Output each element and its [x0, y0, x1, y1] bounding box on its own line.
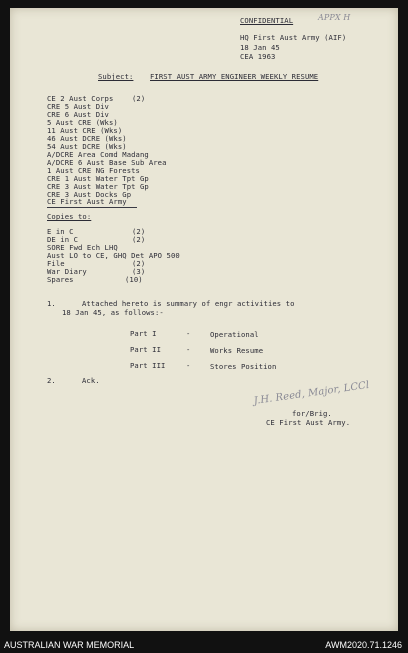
list-item: Aust LO to CE, GHQ Det APO 500 — [47, 251, 180, 260]
signature-unit: CE First Aust Army. — [266, 418, 351, 427]
part-label: Part I — [130, 329, 157, 338]
date-line: 18 Jan 45 — [240, 43, 280, 52]
copies-label: Copies to: — [47, 212, 92, 221]
list-item: CE First Aust Army — [47, 197, 127, 206]
list-item: File — [47, 259, 65, 268]
part-separator: - — [186, 345, 191, 354]
list-item-qty: (2) — [132, 227, 146, 236]
part-label: Part II — [130, 345, 161, 354]
paragraph-number: 2. — [47, 376, 56, 385]
handwritten-annotation: APPX H — [318, 13, 351, 22]
reference-line: CEA 1963 — [240, 52, 276, 61]
list-item: SORE Fwd Ech LHQ — [47, 243, 118, 252]
list-item: A/DCRE 6 Aust Base Sub Area — [47, 158, 167, 167]
list-item: CE 2 Aust Corps — [47, 94, 114, 103]
footer-institution: AUSTRALIAN WAR MEMORIAL — [4, 640, 135, 650]
list-item-qty: (2) — [132, 259, 146, 268]
list-item: 54 Aust DCRE (Wks) — [47, 142, 127, 151]
part-separator: - — [186, 361, 191, 370]
part-description: Stores Position — [210, 362, 277, 371]
origin-line: HQ First Aust Army (AIF) — [240, 33, 347, 42]
list-item: 5 Aust CRE (Wks) — [47, 118, 118, 127]
list-item-qty: (2) — [132, 94, 146, 103]
list-item: CRE 3 Aust Docks Gp — [47, 190, 132, 199]
paragraph-text: Attached hereto is summary of engr activities to — [82, 299, 295, 308]
handwritten-signature: J.H. Reed, Major, LCCl — [253, 379, 370, 407]
subject-title: FIRST AUST ARMY ENGINEER WEEKLY RESUME — [150, 72, 319, 81]
list-item: DE in C — [47, 235, 78, 244]
distribution-underline — [47, 207, 137, 208]
paragraph-number: 1. — [47, 299, 56, 308]
list-item-qty: (10) — [125, 275, 143, 284]
list-item: 46 Aust DCRE (Wks) — [47, 134, 127, 143]
list-item-qty: (3) — [132, 267, 146, 276]
paragraph-text: 18 Jan 45, as follows:- — [62, 308, 164, 317]
part-separator: - — [186, 329, 191, 338]
list-item: 1 Aust CRE NG Forests — [47, 166, 140, 175]
list-item: E in C — [47, 227, 74, 236]
classification-heading: CONFIDENTIAL — [240, 16, 294, 25]
list-item: CRE 3 Aust Water Tpt Gp — [47, 182, 149, 191]
subject-label: Subject: — [98, 72, 134, 81]
part-label: Part III — [130, 361, 166, 370]
footer-bar — [0, 636, 408, 653]
part-description: Operational — [210, 330, 259, 339]
list-item: War Diary — [47, 267, 87, 276]
paragraph-text: Ack. — [82, 376, 100, 385]
list-item: 11 Aust CRE (Wks) — [47, 126, 123, 135]
list-item: Spares — [47, 275, 74, 284]
part-description: Works Resume — [210, 346, 264, 355]
list-item: A/DCRE Area Comd Madang — [47, 150, 149, 159]
list-item: CRE 6 Aust Div — [47, 110, 109, 119]
list-item: CRE 1 Aust Water Tpt Gp — [47, 174, 149, 183]
footer-accession-number: AWM2020.71.1246 — [325, 640, 402, 650]
list-item-qty: (2) — [132, 235, 146, 244]
list-item: CRE 5 Aust Div — [47, 102, 109, 111]
signature-title: for/Brig. — [292, 409, 332, 418]
